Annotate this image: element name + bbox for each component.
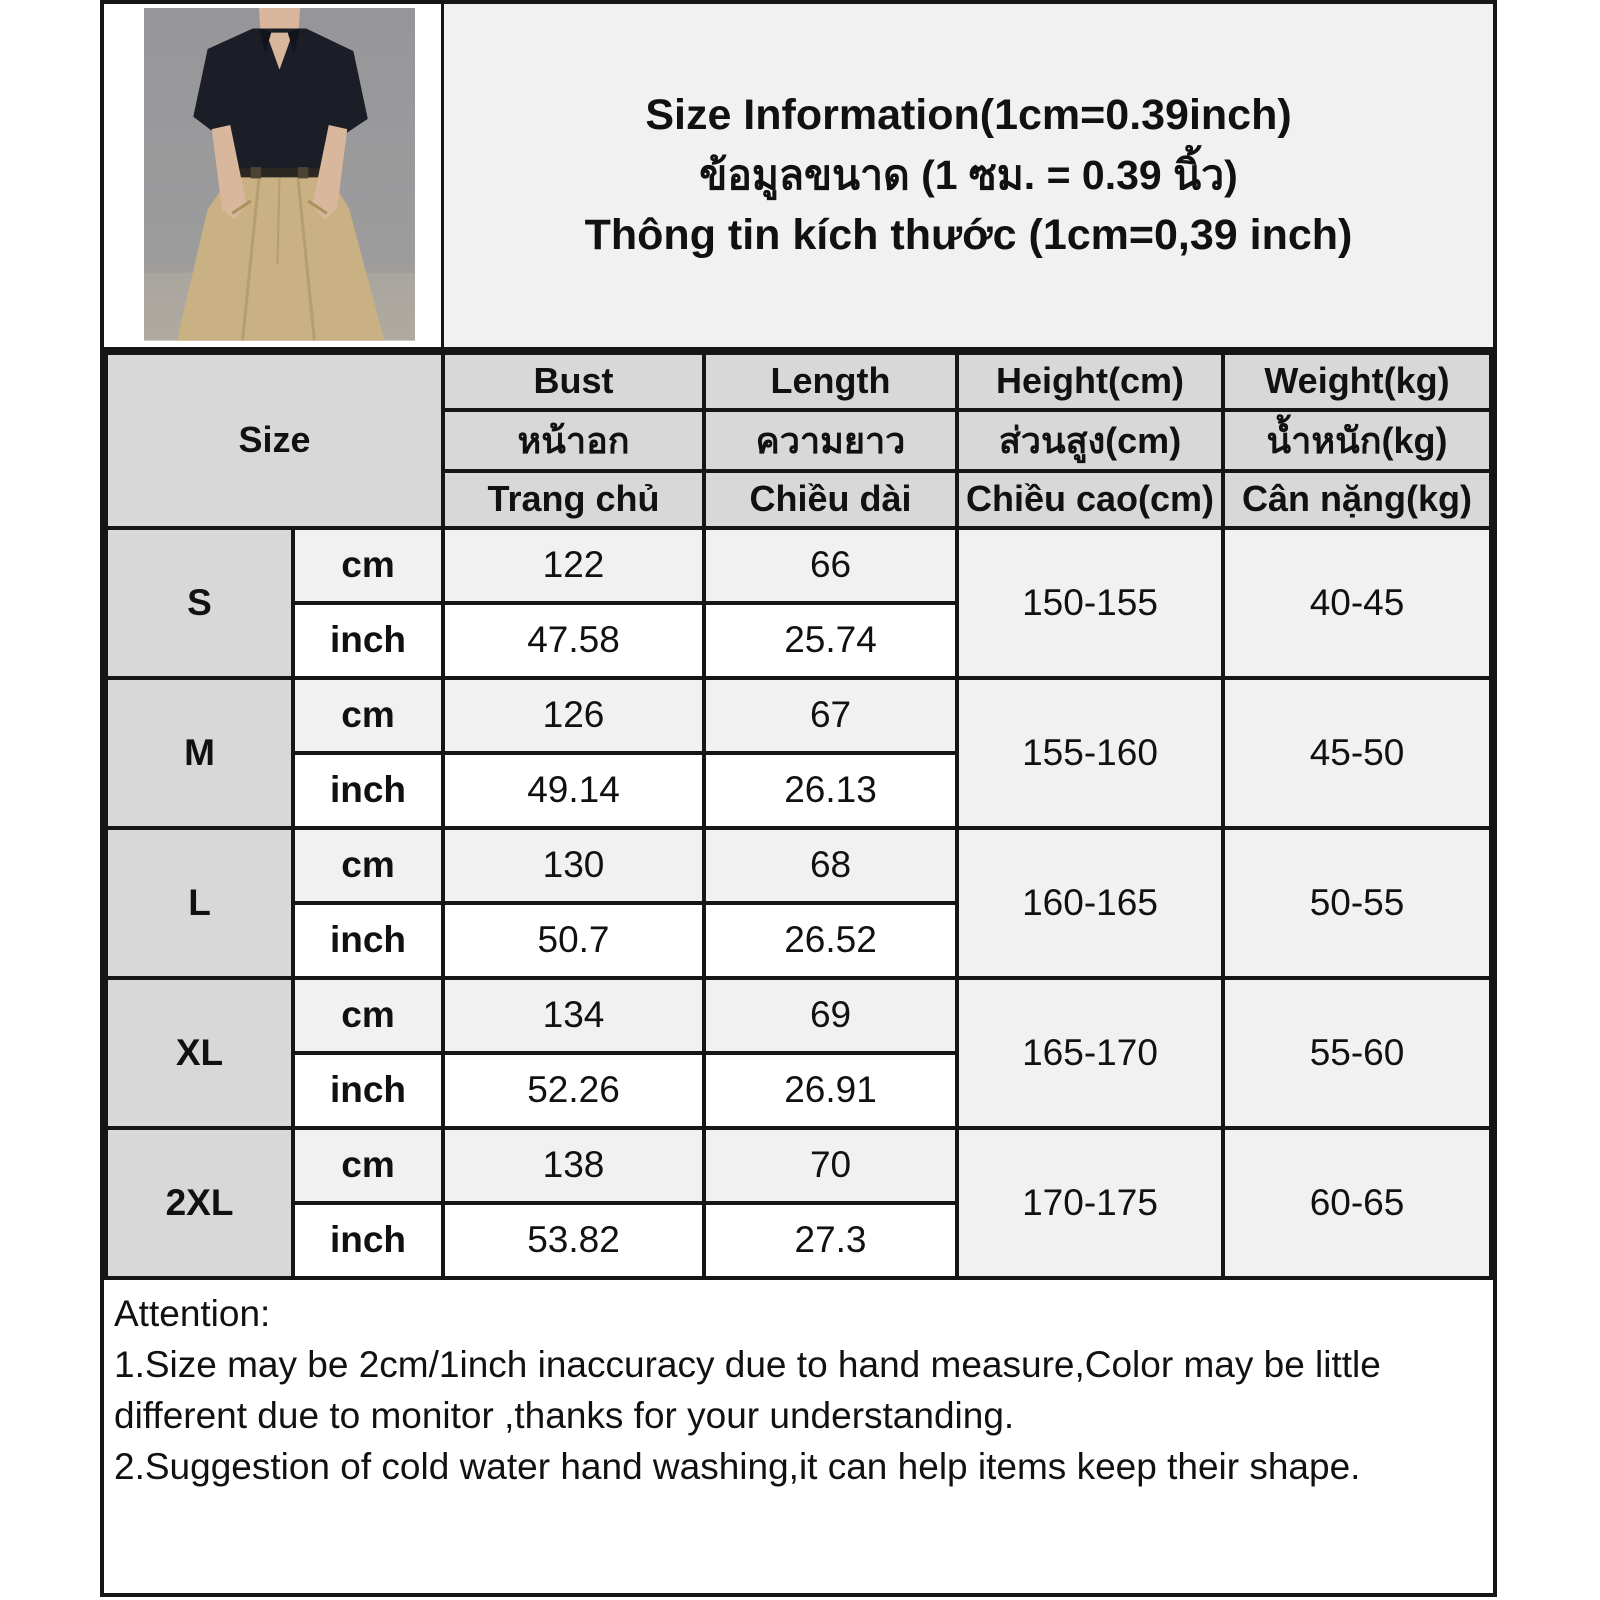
col-length-th: ความยาว <box>704 410 957 471</box>
unit-inch: inch <box>293 753 443 828</box>
unit-inch: inch <box>293 1053 443 1128</box>
weight-value: 60-65 <box>1223 1128 1491 1278</box>
weight-value: 40-45 <box>1223 528 1491 678</box>
table-row <box>106 828 1491 903</box>
attention-heading: Attention: <box>114 1292 271 1334</box>
bust-inch-value: 53.82 <box>443 1203 704 1278</box>
size-table <box>104 351 1493 1280</box>
attention-notes <box>104 1280 1493 1593</box>
height-value: 170-175 <box>957 1128 1223 1278</box>
attention-note-1: 1.Size may be 2cm/1inch inaccuracy due to hand measure,Color may be little different due to monitor ,thanks for your understanding. <box>114 1343 1381 1436</box>
length-cm-value: 69 <box>704 978 957 1053</box>
table-row <box>106 528 1491 603</box>
length-cm-value: 67 <box>704 678 957 753</box>
col-weight-th: น้ำหนัก(kg) <box>1223 410 1491 471</box>
size-label: 2XL <box>106 1128 293 1278</box>
header-row <box>104 4 1493 351</box>
length-cm-value: 68 <box>704 828 957 903</box>
size-header-cell: Size <box>106 353 443 528</box>
col-height-vi: Chiều cao(cm) <box>957 471 1223 528</box>
table-row <box>106 978 1491 1053</box>
unit-cm: cm <box>293 678 443 753</box>
col-bust-vi: Trang chủ <box>443 471 704 528</box>
unit-inch: inch <box>293 1203 443 1278</box>
size-label: M <box>106 678 293 828</box>
unit-inch: inch <box>293 603 443 678</box>
unit-cm: cm <box>293 528 443 603</box>
col-length-en: Length <box>704 353 957 410</box>
product-photo-illustration <box>144 8 415 341</box>
unit-cm: cm <box>293 978 443 1053</box>
unit-cm: cm <box>293 828 443 903</box>
title-en: Size Information(1cm=0.39inch) <box>645 90 1292 139</box>
table-row <box>106 1128 1491 1203</box>
weight-value: 45-50 <box>1223 678 1491 828</box>
unit-inch: inch <box>293 903 443 978</box>
length-inch-value: 27.3 <box>704 1203 957 1278</box>
col-length-vi: Chiều dài <box>704 471 957 528</box>
length-cm-value: 70 <box>704 1128 957 1203</box>
bust-inch-value: 50.7 <box>443 903 704 978</box>
length-inch-value: 26.91 <box>704 1053 957 1128</box>
col-weight-en: Weight(kg) <box>1223 353 1491 410</box>
table-row <box>106 678 1491 753</box>
length-cm-value: 66 <box>704 528 957 603</box>
col-height-en: Height(cm) <box>957 353 1223 410</box>
size-chart-sheet <box>100 0 1497 1597</box>
height-value: 165-170 <box>957 978 1223 1128</box>
length-inch-value: 25.74 <box>704 603 957 678</box>
bust-cm-value: 130 <box>443 828 704 903</box>
size-label: L <box>106 828 293 978</box>
col-bust-th: หน้าอก <box>443 410 704 471</box>
col-height-th: ส่วนสูง(cm) <box>957 410 1223 471</box>
title-vi: Thông tin kích thước (1cm=0,39 inch) <box>584 210 1353 259</box>
unit-cm: cm <box>293 1128 443 1203</box>
size-information-title <box>444 4 1493 347</box>
bust-inch-value: 49.14 <box>443 753 704 828</box>
bust-inch-value: 52.26 <box>443 1053 704 1128</box>
attention-note-2: 2.Suggestion of cold water hand washing,it can help items keep their shape. <box>114 1445 1361 1487</box>
weight-value: 50-55 <box>1223 828 1491 978</box>
bust-cm-value: 126 <box>443 678 704 753</box>
size-label: XL <box>106 978 293 1128</box>
height-value: 150-155 <box>957 528 1223 678</box>
height-value: 160-165 <box>957 828 1223 978</box>
bust-inch-value: 47.58 <box>443 603 704 678</box>
weight-value: 55-60 <box>1223 978 1491 1128</box>
col-bust-en: Bust <box>443 353 704 410</box>
product-photo <box>104 4 444 347</box>
length-inch-value: 26.13 <box>704 753 957 828</box>
bust-cm-value: 138 <box>443 1128 704 1203</box>
size-label: S <box>106 528 293 678</box>
length-inch-value: 26.52 <box>704 903 957 978</box>
bust-cm-value: 134 <box>443 978 704 1053</box>
title-th: ข้อมูลขนาด (1 ซม. = 0.39 นิ้ว) <box>699 151 1238 198</box>
col-weight-vi: Cân nặng(kg) <box>1223 471 1491 528</box>
bust-cm-value: 122 <box>443 528 704 603</box>
height-value: 155-160 <box>957 678 1223 828</box>
table-header-en <box>106 353 1491 410</box>
